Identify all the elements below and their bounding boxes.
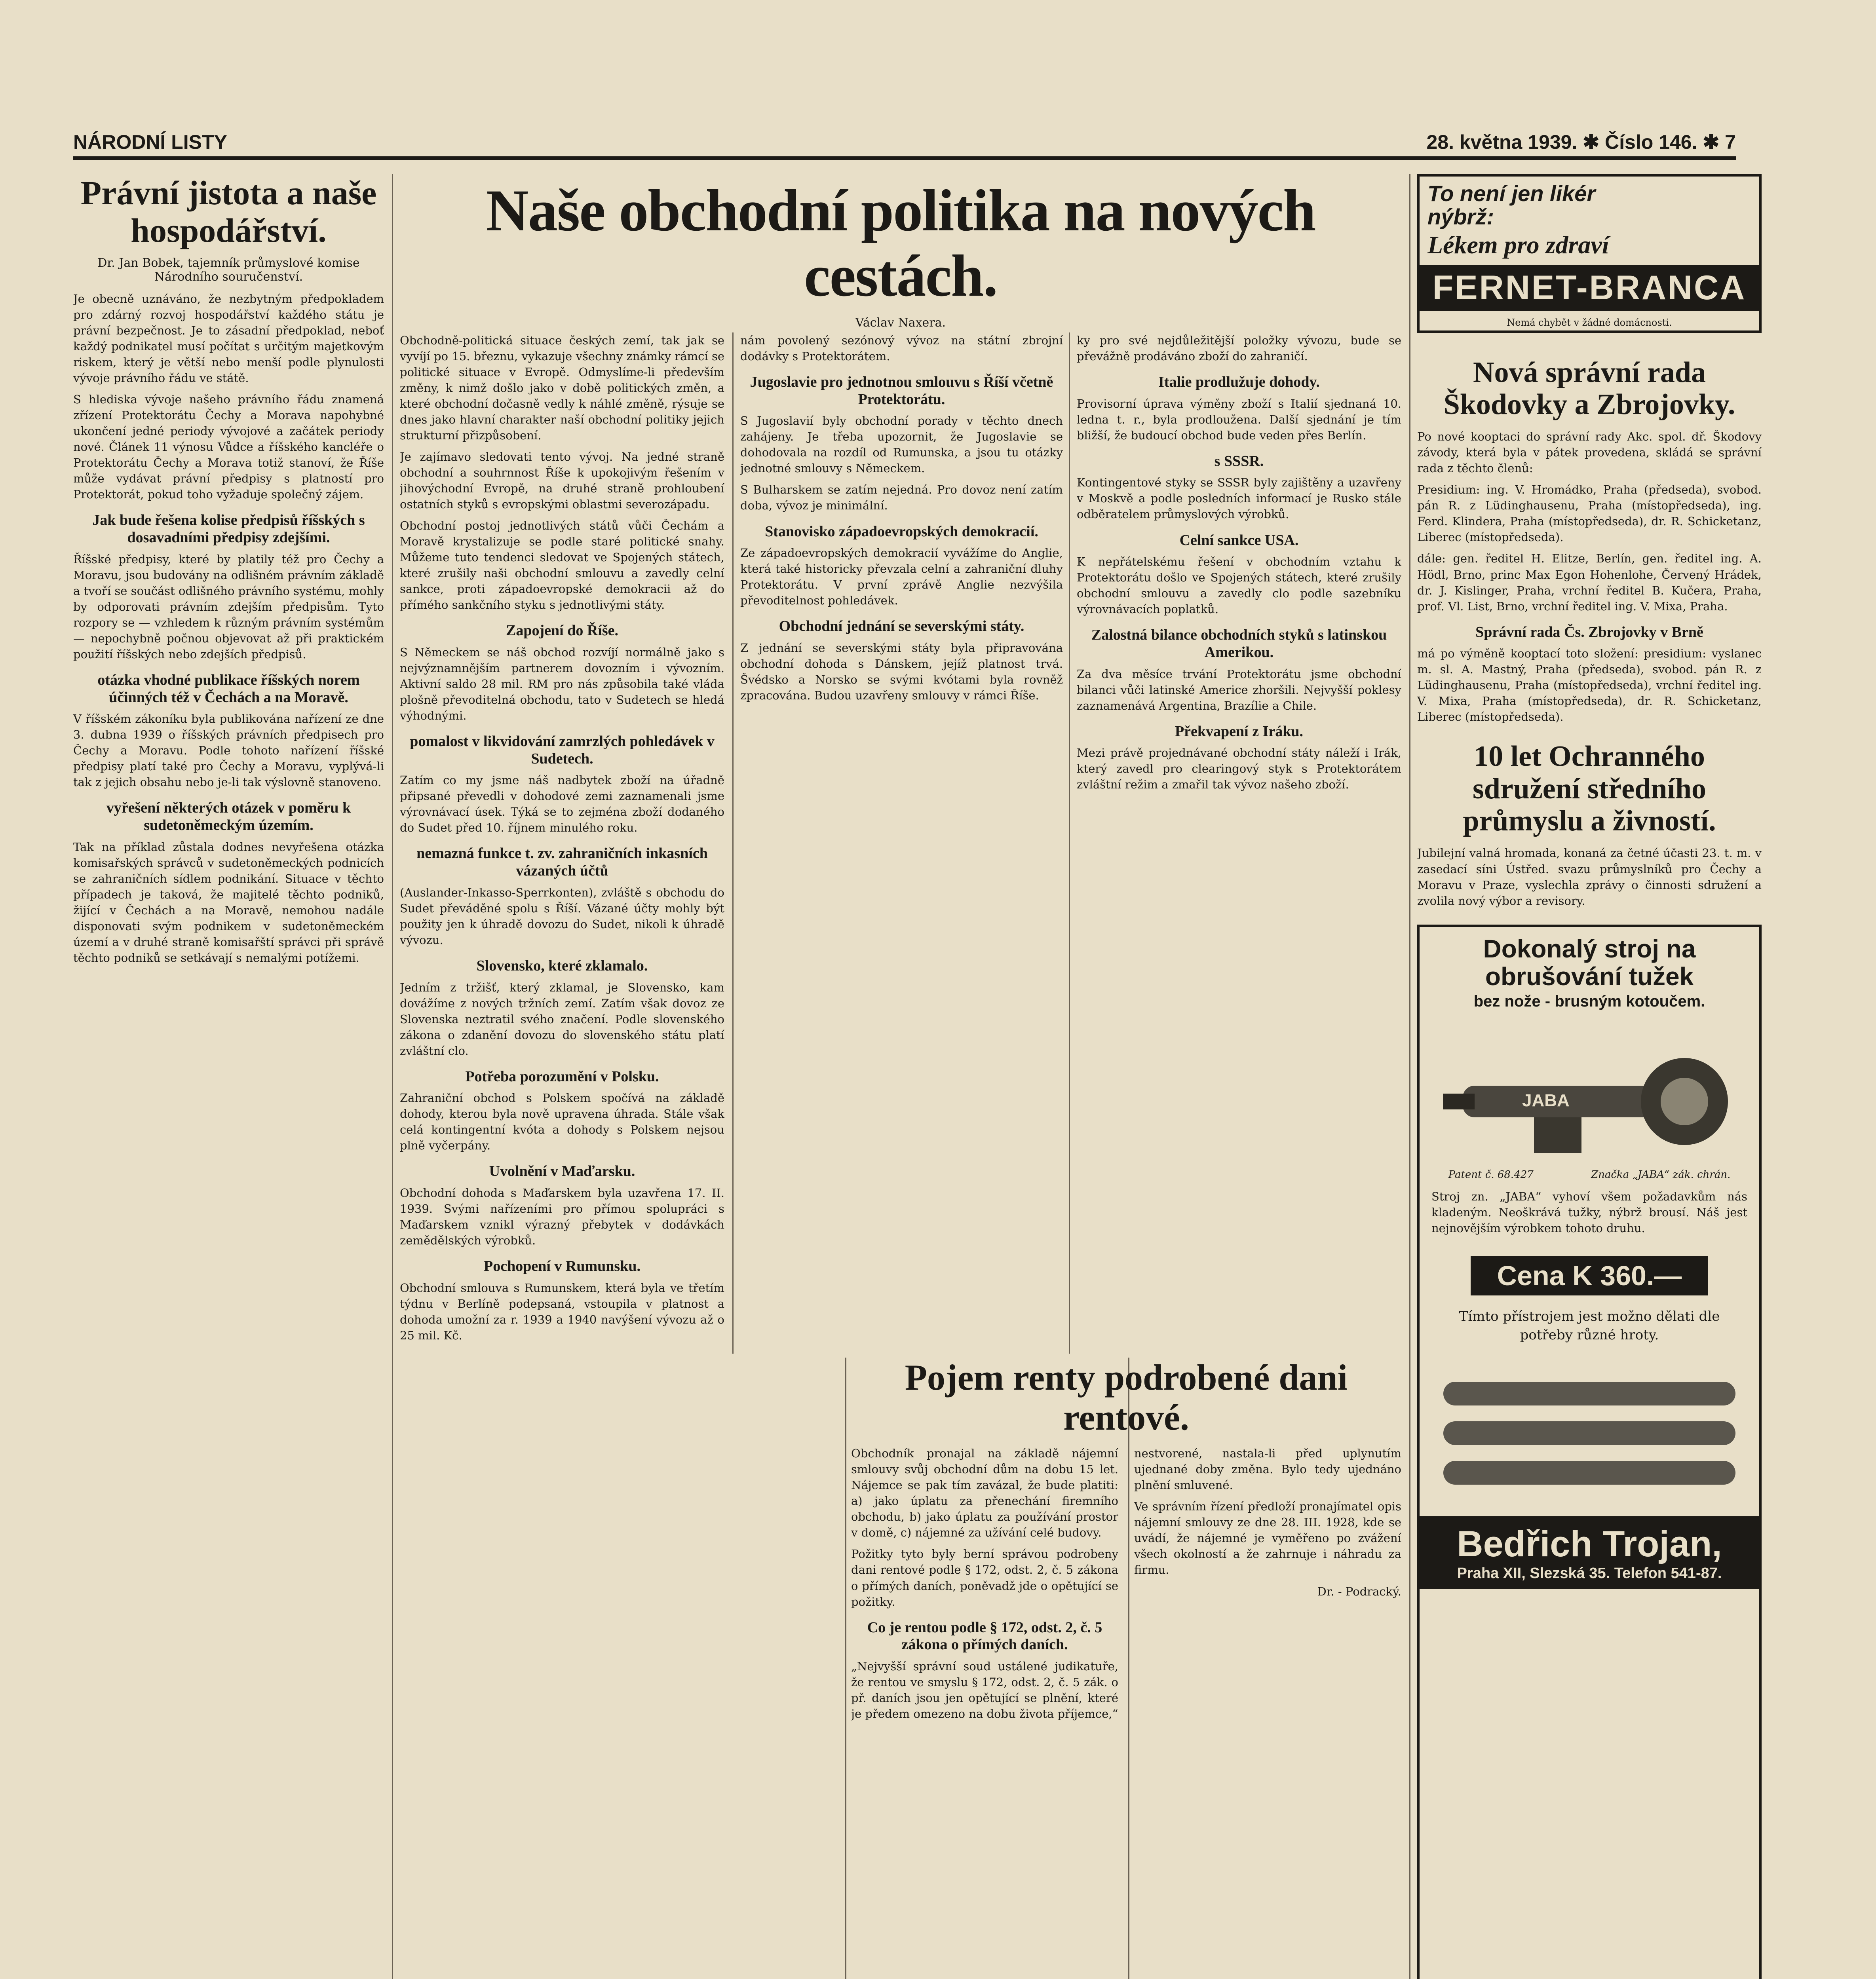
column-divider [732,332,734,1354]
left-column [73,174,384,1979]
paragraph: Presidium: ing. V. Hromádko, Praha (předseda), svobod. pán R. z Lüdinghausenu, Praha (místopředseda), ing. Ferd. Klindera, Praha (místopředseda), dr. R. Schicketanz, Liberec (místopředseda). [1417,483,1762,544]
paragraph: Říšské předpisy, které by platily též pro Čechy a Moravu, jsou budovány na odlišném právním základě a tvoří se součást odlišného právního systému, mohly by odporovati právním zdejším předpisům. Tyto rozpory se — vzhledem k různým právním systémům — nepochybně počnou objevovat až při praktickém použití říšských nebo zdejších předpisů. [73,552,384,661]
ad-text: nýbrž: [1427,204,1494,229]
column-divider [392,174,393,1979]
article-title: Pojem renty podrobené dani rentové. [905,1358,1348,1438]
paragraph: Jedním z tržišť, který zklamal, je Slovensko, kam dovážíme z nových tržních zemí. Zatím však dovoz ze Slovenska neztratil svého značení. Podle slovenského zákona o zdanění dovozu do slovenského státu platí zvláštní clo. [400,980,724,1058]
column-divider [845,1358,846,1979]
jaba-sharpener-ad [1417,925,1762,1979]
signature: Dr. - Podracký. [1317,1584,1401,1598]
paragraph: S Jugoslavií byly obchodní porady v těchto dnech zahájeny. Je třeba upozornit, že Jugoslavie se dohodovala na rozdíl od Rumunska, a jsou tu otázky jednotné smlouvy s Německem. [740,414,1063,475]
ad-note: Nemá chybět v žádné domácnosti. [1507,317,1672,328]
paragraph: Kontingentové styky se SSSR byly zajištěny a uzavřeny v Moskvě a podle posledních informací je Rusko stále odběratelem průmyslových výrobků. [1077,476,1401,521]
paragraph: Provisorní úprava výměny zboží s Italií sjednaná 10. ledna t. r., byla prodloužena. Další sjednání je tím bližší, že budoucí obchod bude veden přes Berlín. [1077,397,1401,442]
subheading: Co je rentou podle § 172, odst. 2, č. 5 zákona o přímých daních. [867,1619,1102,1653]
article-byline: Dr. Jan Bobek, tajemník průmyslové komise Národního souručenství. [97,256,360,284]
subheading: Překvapení z Iráku. [1175,723,1304,740]
paper-name: NÁRODNÍ LISTY [73,131,227,153]
subheading: Italie prodlužuje dohody. [1158,374,1320,391]
issue-date: 28. května 1939. ✱ Číslo 146. ✱ 7 [1426,131,1736,153]
subheading: pomalost v likvidování zamrzlých pohledávek v Sudetech. [410,733,715,767]
paragraph: Mezi právě projednávané obchodní státy náleží i Irák, který zavedl pro clearingový styk s Protektorátem zvláštní režim a zmařil tak vývoz našeho zboží. [1077,746,1401,792]
paragraph: K nepřátelskému řešení v obchodním vztahu k Protektorátu došlo ve Spojených státech, které zrušily obchodní smlouvu a zavedly clo podle sazebníku výrovnávacích poplatků. [1077,555,1401,616]
pencil-image [1443,1461,1735,1485]
right-column [1417,174,1762,1979]
firm-address: Praha XII, Slezská 35. Telefon 541-87. [1457,1565,1722,1582]
main-article-col-1 [400,332,724,1979]
paragraph: nám povolený sezónový vývoz na státní zbrojní dodávky s Protektorátem. [740,334,1063,363]
paragraph: V říšském zákoníku byla publikována nařízení ze dne 3. dubna 1939 o říšských právních předpisech pro Čechy a Moravu. Podle tohoto nařízení říšské předpisy platí také pro Čechy a Moravu, vyplývá-li tak z jejich obsahu nebo je-li tak výslovně stanoveno. [73,712,384,789]
ad-description: Tímto přístrojem jest možno dělati dle potřeby různé hroty. [1459,1309,1720,1343]
pencil-image [1443,1421,1735,1445]
paragraph: Za dva měsíce trvání Protektorátu jsme obchodní bilanci vůči latinské Americe zhoršili. Nejvyšší poklesy zaznamenává Argentina, Brazílie a Chile. [1077,667,1401,712]
pencil-image [1443,1382,1735,1405]
subheading: otázka vhodné publikace říšských norem účinných též v Čechách a na Moravě. [97,671,360,706]
paragraph: Obchodní smlouva s Rumunskem, která byla ve třetím týdnu v Berlíně podepsaná, vstoupila v platnost a dohoda umožní za r. 1939 a 1940 navýšení vývozu až o 25 mil. Kč. [400,1281,724,1342]
ad-captions [1420,1169,1759,1181]
article-title: Nová správní rada Škodovky a Zbrojovky. [1443,356,1735,421]
subheading: Jugoslavie pro jednotnou smlouvu s Říší včetně Protektorátu. [750,374,1053,408]
subheading: Potřeba porozumění v Polsku. [465,1068,659,1085]
ad-tagline: Lékem pro zdraví [1427,230,1609,259]
masthead [73,118,1736,154]
paragraph: Tak na příklad zůstala dodnes nevyřešena otázka komisařských správců v sudetoněmeckých podnicích se zahraničních sídlem podnikání. Situace v těchto případech je taková, že majitelé těchto podniků, žijící v Čechách a na Moravě, nemohou nadále disponovati svým podnikem v sudetoněmeckém území a v druhé straně komisařští správci při správě těchto podniků se setkávají s nemalými potížemi. [73,840,384,965]
paragraph: S Bulharskem se zatím nejedná. Pro dovoz není zatím doba, vývoz je minimální. [740,483,1063,513]
paragraph: Jubilejní valná hromada, konaná za četné účasti 23. t. m. v zasedací síni Ústřed. svazu průmyslníků pro Čechy a Moravu v Praze, vyslechla zprávy o činnosti sdružení a zvolila nový výbor a revisory. [1417,846,1762,908]
mark-caption: Značka „JABA“ zák. chrán. [1591,1169,1731,1181]
subheading: Stanovisko západoevropských demokracií. [765,523,1038,540]
pencil-images [1420,1350,1759,1516]
paragraph: S Německem se náš obchod rozvíjí normálně jako s nejvýznamnějším partnerem dovozním i vývozním. Aktivní saldo 28 mil. RM pro nás způsobila také vláda plošně převoditelná obchodu, tato v Sudetech se hledá výhodnými. [400,645,724,723]
subheading: Uvolnění v Maďarsku. [489,1163,635,1180]
subheading: Pochopení v Rumunsku. [484,1258,641,1275]
column-divider [1409,174,1410,1979]
main-byline: Václav Naxera. [855,316,946,329]
ad-headline: Dokonalý stroj na obrušování tužek [1483,934,1696,991]
firm-block [1420,1516,1759,1589]
main-headline: Naše obchodní politika na nových cestách. [486,178,1315,309]
subheading: nemazná funkce t. zv. zahraničních inkasních vázaných účtů [416,845,708,879]
paragraph: dále: gen. ředitel H. Elitze, Berlín, gen. ředitel ing. A. Hödl, Brno, princ Max Egon Hohenlohe, Červený Hrádek, dr. J. Kislinger, Praha, vrchní ředitel B. Kučera, Praha, prof. Vl. List, Brno, vrchní ředitel ing. V. Mixa, Praha. [1417,552,1762,613]
fernet-branca-ad [1417,174,1762,333]
column-divider [1069,332,1070,1354]
ad-price: Cena K 360.— [1471,1256,1709,1295]
ad-description: Stroj zn. „JABA“ vyhoví všem požadavkům nás kladeným. Neoškrává tužky, nýbrž brousí. Náš jest nejnovějším výrobkem tohoto druhu. [1431,1190,1747,1235]
paragraph: ky pro své nejdůležitější položky vývozu, bude se převážně prodáváno zboží do zahraničí. [1077,334,1401,363]
paragraph: Ze západoevropských demokracií vyvážíme do Anglie, která také historicky převzala celní a zahraniční dluhy Protektorátu. V první zprávě Anglie nezvýšila převoditelnost pohledávek. [740,546,1063,608]
subheading: Jak bude řešena kolise předpisů říšských s dosavadními předpisy zdejšími. [92,512,365,546]
masthead-rule [73,156,1736,160]
paragraph: nestvorené, nastala-li před uplynutím ujednané doby změna. Bylo tedy ujednáno plnění smluvené. [1134,1447,1401,1492]
firm-name: Bedřich Trojan, [1457,1524,1722,1565]
paragraph: Ve správním řízení předloží pronajímatel opis nájemní smlouvy ze dne 28. III. 1928, kde se uvádí, že nájemné je vyměřeno po zvážení všech okolností a že zahrnuje i náhradu za firmu. [1134,1500,1401,1577]
subheading: Celní sankce USA. [1179,532,1299,549]
brand-name: FERNET-BRANCA [1420,265,1759,311]
renta-col-1 [851,1445,1118,1727]
main-article-col-2 [740,332,1063,1350]
main-article-col-3 [1077,332,1401,1350]
paragraph: Je obecně uznáváno, že nezbytným předpokladem pro zdárný rozvoj hospodářství každého státu je právní bezpečnost. Je to zásadní předpoklad, neboť každý podnikatel musí počítat s určitým majetkovým riskem, který je větší nebo menší podle plynulosti vývoje právního řádu ve státě. [73,292,384,385]
paragraph: Obchodník pronajal na základě nájemní smlouvy svůj obchodní dům na dobu 15 let. Nájemce se pak tím zavázal, že bude platiti: a) jako úplatu za přenechání firemního obchodu, b) jako úplatu za používání prostor v domě, c) nájemné za užívání celé budovy. [851,1447,1118,1540]
paragraph: S hlediska vývoje našeho právního řádu znamená zřízení Protektorátu Čechy a Morava napohybné ukončení jedné periody vývojové a začátek periody nové. Článek 11 výnosu Vůdce a říšského kancléře o Protektorátu Čechy a Morava totiž stanoví, že Říše může vydávat právní předpisy s platností pro Protektorát, pokud toho vyžaduje společný zájem. [73,393,384,501]
paragraph: Po nové kooptaci do správní rady Akc. spol. dř. Škodovy závody, která byla v pátek provedena, skládá se správní rada z těchto členů: [1417,430,1762,475]
paragraph: Obchodní postoj jednotlivých států vůči Čechám a Moravě krystalizuje se podle staré politické snahy. Můžeme tuto tendenci sledovat ve Spojených státech, které zrušily naši obchodní smlouvu a zavedly celní sankce, proti západoevropské demokracii až do přímého sankčního styku s jednotlivými státy. [400,519,724,612]
subheading: Zapojení do Říše. [506,622,618,639]
paragraph: Z jednání se severskými státy byla připravována obchodní dohoda s Dánskem, jejíž platnost trvá. Švédsko a Norsko se svými kvótami byla rovněž zpracována. Budou uzavřeny smlouvy v rámci Říše. [740,641,1063,702]
subheading: s SSSR. [1214,452,1264,469]
patent-caption: Patent č. 68.427 [1448,1169,1534,1181]
paragraph: Je zajímavo sledovati tento vývoj. Na jedné straně obchodní a souhrnnost Říše k upokojivým řešením v jihovýchodní Evropě, na druhé straně prohloubení ostatních styků s evropskými oblastmi severozápadu. [400,450,724,511]
paragraph: Obchodně-politická situace českých zemí, tak jak se vyvíjí po 15. březnu, vykazuje všechny známky rámcí se politické situace v Evropě. Odmyslíme-li především změny, k nimž došlo jako v době politických změn, a které obchodní dočasně vedly k náhlé změně, rýsuje se dnes jako hlavní charakter naší obchodní politiky jejich strukturní přizpůsobení. [400,334,724,443]
subheading: vyřešení některých otázek v poměru k sudetoněmeckým územím. [106,800,351,834]
ad-line [1420,177,1759,229]
paragraph: Zatím co my jsme náš nadbytek zboží na úřadně připsané převedli v dohodové zemi zaznamenali jsme výrovnávací úsek. Týká se to zejména zboží dodaného do Sudet před 10. říjnem minulého roku. [400,773,724,835]
paragraph: (Auslander-Inkasso-Sperrkonten), zvláště s obchodu do Sudet převáděné spolu s Říší. Vázané účty mohly být použity jen k úhradě dovozu do Sudet, nikoli k úhradě vývozu. [400,885,724,947]
paragraph: Zahraniční obchod s Polskem spočívá na základě dohody, kterou byla nově upravena úhrada. Stále však celá kontingentní kvóta a dohody s Polskem nejsou plně vyčerpány. [400,1091,724,1153]
svg-text:JABA: JABA [1522,1091,1570,1111]
renta-columns [851,1445,1401,1727]
subheading: Obchodní jednání se severskými státy. [779,618,1024,635]
subheading: Slovensko, které zklamalo. [476,957,648,974]
ad-subhead: bez nože - brusným kotoučem. [1473,993,1705,1010]
renta-article [851,1358,1401,1979]
subheading: Správní rada Čs. Zbrojovky v Brně [1475,623,1703,640]
ad-text: To není jen likér [1427,181,1596,206]
paragraph: Požitky tyto byly berní správou podrobeny dani rentové podle § 172, odst. 2, č. 5 zákona o přímých daních, poněvadž jde o opětující se požitky. [851,1547,1118,1609]
sharpener-machine-image [1431,1022,1748,1165]
main-article-header [400,178,1401,329]
paragraph: Obchodní dohoda s Maďarskem byla uzavřena 17. II. 1939. Svými nařízeními pro přímou spolupráci s Maďarskem vznikl výrazný přebytek v dodávkách zemědělských výrobků. [400,1186,724,1248]
article-title: 10 let Ochranného sdružení středního průmyslu a živností. [1463,740,1716,838]
paragraph: „Nejvyšší správní soud ustálené judikatuře, že rentou ve smyslu § 172, odst. 2, č. 5 zák. o př. daních jsou jen opětující se plnění, které je předem omezeno na dobu života příjemce,“ [851,1659,1118,1721]
article-title: Právní jistota a naše hospodářství. [80,174,377,249]
renta-col-2 [1134,1445,1401,1727]
paragraph: má po výměně kooptací toto složení: presidium: vyslanec m. sl. A. Mastný, Praha (předseda), svobod. pán R. z Lüdinghausenu, Praha (místopředseda), vrchní ředitel ing. V. Mixa, Praha (místopředseda), dr. R. Schicketanz, Liberec (místopředseda). [1417,647,1762,724]
subheading: Zalostná bilance obchodních styků s latinskou Amerikou. [1091,627,1387,661]
